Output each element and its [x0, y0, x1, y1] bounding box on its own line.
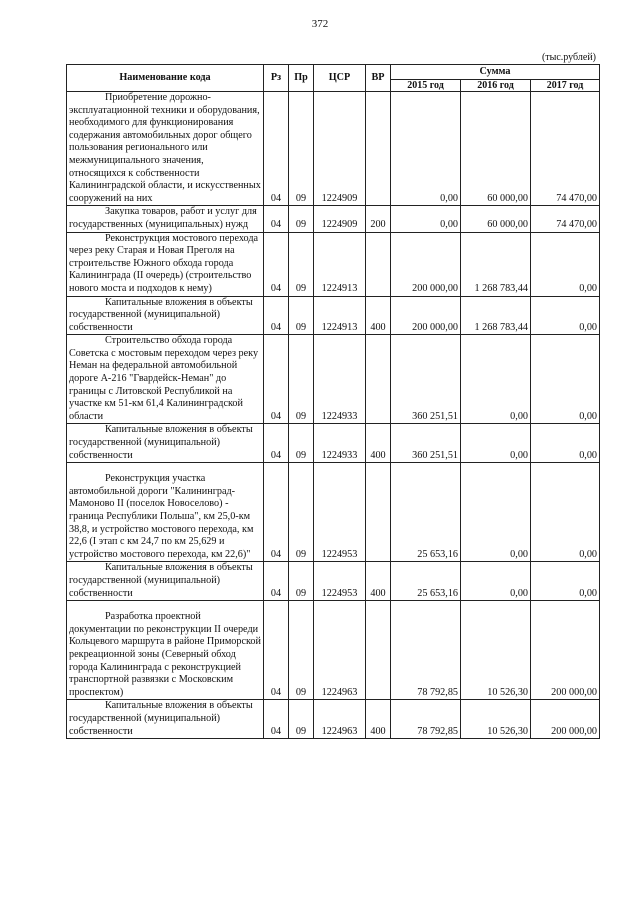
- row-rz: 04: [264, 296, 289, 335]
- row-name: Реконструкция мостового перехода через реку Старая и Новая Преголя на строительстве Южного обхода города Калининграда (II очередь) (строительство нового моста и подходов к нему): [69, 232, 259, 294]
- table-row: [67, 700, 600, 739]
- row-pr: 09: [289, 700, 314, 739]
- header-2017: 2017 год: [531, 80, 600, 92]
- row-name-cell: [67, 92, 264, 206]
- row-2017: 200 000,00: [531, 700, 600, 739]
- row-2017: 0,00: [531, 463, 600, 562]
- row-2016: 10 526,30: [461, 601, 531, 700]
- row-name: Капитальные вложения в объекты государственной (муниципальной) собственности: [69, 424, 253, 461]
- row-rz: 04: [264, 206, 289, 232]
- header-vr: ВР: [366, 65, 391, 92]
- row-2016: 0,00: [461, 335, 531, 424]
- units-label: (тыс.рублей): [541, 52, 596, 63]
- row-2016: 0,00: [461, 463, 531, 562]
- row-pr: 09: [289, 296, 314, 335]
- row-vr: 400: [366, 700, 391, 739]
- row-csr: 1224933: [314, 424, 366, 463]
- row-csr: 1224953: [314, 562, 366, 601]
- row-pr: 09: [289, 562, 314, 601]
- table-row: [67, 335, 600, 424]
- row-vr: 400: [366, 424, 391, 463]
- row-2016: 0,00: [461, 562, 531, 601]
- row-rz: 04: [264, 463, 289, 562]
- row-rz: 04: [264, 335, 289, 424]
- row-rz: 04: [264, 562, 289, 601]
- row-pr: 09: [289, 601, 314, 700]
- row-pr: 09: [289, 463, 314, 562]
- row-2016: 60 000,00: [461, 92, 531, 206]
- row-2016: 1 268 783,44: [461, 232, 531, 296]
- row-vr: [366, 601, 391, 700]
- header-csr: ЦСР: [314, 65, 366, 92]
- row-pr: 09: [289, 232, 314, 296]
- row-name: Закупка товаров, работ и услуг для государственных (муниципальных) нужд: [69, 206, 257, 230]
- row-name-cell: [67, 206, 264, 232]
- row-csr: 1224963: [314, 700, 366, 739]
- row-name-cell: [67, 232, 264, 296]
- row-2015: 360 251,51: [391, 424, 461, 463]
- row-csr: 1224963: [314, 601, 366, 700]
- row-2015: 200 000,00: [391, 232, 461, 296]
- row-name: Капитальные вложения в объекты государственной (муниципальной) собственности: [69, 562, 253, 599]
- row-name-cell: [67, 562, 264, 601]
- row-vr: 400: [366, 296, 391, 335]
- table-row: [67, 232, 600, 296]
- row-2016: 60 000,00: [461, 206, 531, 232]
- table-row: [67, 463, 600, 562]
- row-2016: 10 526,30: [461, 700, 531, 739]
- row-2017: 0,00: [531, 562, 600, 601]
- page-number: 372: [311, 18, 329, 30]
- row-name: Капитальные вложения в объекты государственной (муниципальной) собственности: [69, 700, 253, 737]
- row-name: Реконструкция участка автомобильной дороги "Калининград-Мамоново II (поселок Новоселово) - граница Республики Польша", км 25,0-км 38,8, и устройство мостового перехода, км 22,6 (I этап с км 24,7 по км 25,629 и устройство мостового перехода, км 22,6)": [69, 473, 254, 560]
- table-row: [67, 601, 600, 700]
- row-2015: 78 792,85: [391, 700, 461, 739]
- row-2017: 0,00: [531, 232, 600, 296]
- row-rz: 04: [264, 700, 289, 739]
- row-name-cell: [67, 424, 264, 463]
- row-2015: 0,00: [391, 92, 461, 206]
- table-row: [67, 562, 600, 601]
- row-pr: 09: [289, 335, 314, 424]
- row-vr: [366, 92, 391, 206]
- row-csr: 1224913: [314, 296, 366, 335]
- row-2015: 25 653,16: [391, 562, 461, 601]
- row-name-cell: [67, 601, 264, 700]
- row-rz: 04: [264, 92, 289, 206]
- table-body: [67, 92, 600, 739]
- row-pr: 09: [289, 424, 314, 463]
- row-name-cell: [67, 463, 264, 562]
- row-name: Строительство обхода города Советска с мостовым переходом через реку Неман на федеральной автомобильной дороге А-216 "Гвардейск-Неман" до границы с Литовской Республикой на участке км 51-км 61,4 Калининградской области: [69, 335, 259, 422]
- row-csr: 1224933: [314, 335, 366, 424]
- header-2015: 2015 год: [391, 80, 461, 92]
- table-row: [67, 92, 600, 206]
- row-name: Капитальные вложения в объекты государственной (муниципальной) собственности: [69, 296, 253, 333]
- row-csr: 1224953: [314, 463, 366, 562]
- budget-table: [66, 64, 600, 739]
- row-rz: 04: [264, 232, 289, 296]
- row-vr: 400: [366, 562, 391, 601]
- row-2016: 0,00: [461, 424, 531, 463]
- row-2015: 78 792,85: [391, 601, 461, 700]
- header-pr: Пр: [289, 65, 314, 92]
- row-2016: 1 268 783,44: [461, 296, 531, 335]
- row-vr: [366, 335, 391, 424]
- row-csr: 1224909: [314, 92, 366, 206]
- header-2016: 2016 год: [461, 80, 531, 92]
- row-name: Разработка проектной документации по реконструкции II очереди Кольцевого маршрута в районе Приморской рекреационной зоны (Северный обход города Калининграда с реконструкцией транспортной развязки с Московским проспектом): [69, 611, 261, 698]
- row-name-cell: [67, 296, 264, 335]
- row-2017: 0,00: [531, 424, 600, 463]
- header-sum: Сумма: [391, 65, 600, 80]
- row-rz: 04: [264, 601, 289, 700]
- row-name-cell: [67, 335, 264, 424]
- table-row: [67, 206, 600, 232]
- table-row: [67, 296, 600, 335]
- header-rz: Рз: [264, 65, 289, 92]
- row-2015: 25 653,16: [391, 463, 461, 562]
- row-2015: 360 251,51: [391, 335, 461, 424]
- row-2017: 74 470,00: [531, 206, 600, 232]
- row-2015: 0,00: [391, 206, 461, 232]
- row-rz: 04: [264, 424, 289, 463]
- row-2017: 74 470,00: [531, 92, 600, 206]
- row-name-cell: [67, 700, 264, 739]
- row-vr: [366, 232, 391, 296]
- header-name: Наименование кода: [67, 65, 264, 92]
- row-2017: 0,00: [531, 335, 600, 424]
- row-2015: 200 000,00: [391, 296, 461, 335]
- row-vr: 200: [366, 206, 391, 232]
- row-2017: 0,00: [531, 296, 600, 335]
- row-csr: 1224913: [314, 232, 366, 296]
- row-pr: 09: [289, 92, 314, 206]
- row-csr: 1224909: [314, 206, 366, 232]
- row-pr: 09: [289, 206, 314, 232]
- row-name: Приобретение дорожно-эксплуатационной техники и оборудования, необходимого для функционирования содержания автомобильных дорог общего пользования регионального или межмуниципального значения, относящихся к собственности Калининградской области, и искусственных сооружений на них: [69, 92, 261, 204]
- table-row: [67, 424, 600, 463]
- row-vr: [366, 463, 391, 562]
- row-2017: 200 000,00: [531, 601, 600, 700]
